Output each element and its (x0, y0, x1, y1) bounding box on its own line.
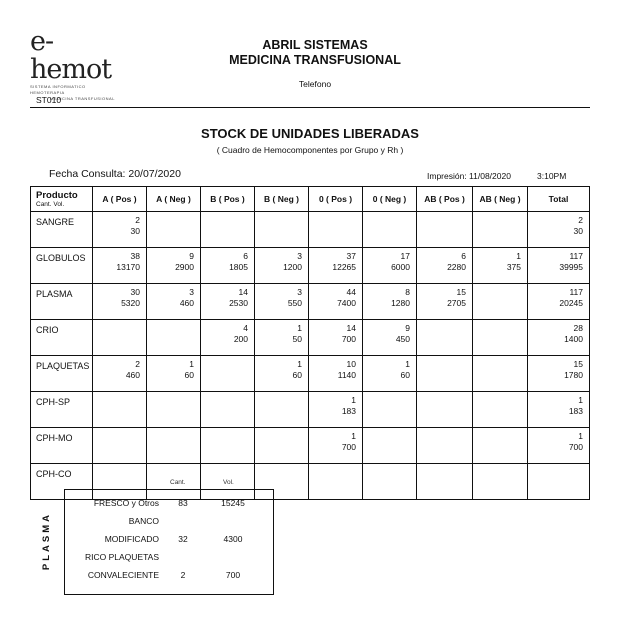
stock-cell (473, 284, 528, 320)
cell-volume: 20245 (559, 298, 583, 308)
cell-quantity (363, 215, 410, 226)
cell-volume (147, 442, 194, 453)
table-row (31, 356, 590, 392)
cell-quantity: 3 (297, 251, 302, 261)
cell-quantity: 15 (456, 287, 466, 297)
stock-cell (417, 356, 473, 392)
cell-quantity: 2 (135, 215, 140, 225)
product-column-header (31, 187, 93, 212)
stock-cell (255, 248, 309, 284)
cell-quantity (201, 215, 248, 226)
company-line-2: MEDICINA TRANSFUSIONAL (229, 53, 401, 67)
product-header-label: Producto (36, 189, 78, 201)
stock-cell (417, 248, 473, 284)
stock-cell (201, 320, 255, 356)
cell-volume: 183 (341, 406, 356, 416)
stock-cell (528, 356, 590, 392)
cell-volume: 50 (292, 334, 302, 344)
stock-cell (147, 428, 201, 464)
cell-volume (363, 478, 410, 489)
cell-volume: 450 (395, 334, 410, 344)
cell-volume: 60 (292, 370, 302, 380)
cell-quantity: 17 (400, 251, 410, 261)
cell-volume (473, 298, 521, 309)
plasma-row-cant: 32 (178, 534, 188, 544)
cell-quantity (147, 395, 194, 406)
cell-quantity: 117 (569, 287, 583, 297)
cell-quantity (473, 323, 521, 334)
print-date: Impresión: 11/08/2020 (427, 171, 511, 181)
cell-quantity (417, 359, 466, 370)
stock-cell (93, 320, 147, 356)
cell-volume: 2705 (447, 298, 466, 308)
plasma-label-text: PLASMA (40, 511, 52, 571)
cell-quantity (201, 431, 248, 442)
stock-cell (255, 428, 309, 464)
plasma-row-name: BANCO (128, 516, 159, 526)
plasma-row (65, 498, 273, 511)
cell-volume (147, 226, 194, 237)
cell-quantity (417, 395, 466, 406)
cell-quantity (201, 395, 248, 406)
cell-quantity: 14 (346, 323, 356, 333)
stock-cell (93, 212, 147, 248)
cell-quantity (417, 431, 466, 442)
stock-cell (93, 356, 147, 392)
stock-cell (147, 248, 201, 284)
report-subtitle: ( Cuadro de Hemocomponentes por Grupo y Rh ) (216, 145, 404, 155)
stock-cell (363, 356, 417, 392)
cell-quantity: 10 (346, 359, 356, 369)
plasma-row-vol: 4300 (223, 534, 243, 544)
cell-volume (528, 478, 583, 489)
column-header: B ( Pos ) (201, 187, 255, 212)
cell-volume: 1780 (564, 370, 583, 380)
plasma-summary-box (64, 489, 274, 595)
cell-volume: 183 (568, 406, 583, 416)
stock-cell (147, 212, 201, 248)
logo-text: e-hemot (30, 26, 112, 85)
cell-volume: 1400 (564, 334, 583, 344)
cell-quantity: 1 (578, 431, 583, 441)
cell-quantity (309, 467, 356, 478)
stock-cell (255, 284, 309, 320)
cell-volume: 60 (184, 370, 194, 380)
table-header-row (31, 187, 590, 212)
cell-volume (473, 226, 521, 237)
report-code: ST010 (36, 95, 62, 105)
cell-volume: 60 (400, 370, 410, 380)
cell-quantity (473, 395, 521, 406)
cell-quantity (255, 431, 302, 442)
column-header: 0 ( Pos ) (309, 187, 363, 212)
cell-quantity: 9 (405, 323, 410, 333)
cell-quantity: 4 (243, 323, 248, 333)
logo-subtitle-1: SISTEMA INFORMATICO HEMOTERAPIA (30, 84, 86, 95)
stock-cell (473, 392, 528, 428)
cell-quantity: 28 (573, 323, 583, 333)
cell-quantity: 8 (405, 287, 410, 297)
stock-cell (473, 464, 528, 500)
stock-cell (147, 320, 201, 356)
stock-table (30, 186, 590, 500)
cell-quantity (201, 467, 248, 478)
table-row (31, 428, 590, 464)
table-row (31, 284, 590, 320)
product-name-cell: PLASMA (31, 284, 93, 320)
stock-cell (309, 320, 363, 356)
cell-quantity (147, 467, 194, 478)
cell-volume: 6000 (391, 262, 410, 272)
cell-volume (201, 370, 248, 381)
cell-volume (473, 442, 521, 453)
cell-quantity: 9 (189, 251, 194, 261)
product-name-cell: CPH-MO (31, 428, 93, 464)
cell-quantity (473, 467, 521, 478)
cell-quantity: 1 (405, 359, 410, 369)
cell-volume (417, 334, 466, 345)
plasma-row-name: MODIFICADO (104, 534, 159, 544)
plasma-vol-header: Vol. (223, 479, 234, 486)
stock-cell (255, 320, 309, 356)
cell-quantity (147, 431, 194, 442)
cell-volume: 1200 (283, 262, 302, 272)
cell-quantity (255, 215, 302, 226)
cell-quantity (93, 431, 140, 442)
stock-cell (147, 284, 201, 320)
column-header: A ( Pos ) (93, 187, 147, 212)
stock-cell (417, 320, 473, 356)
product-name-cell: PLAQUETAS (31, 356, 93, 392)
cell-quantity: 2 (578, 215, 583, 225)
cell-volume: 700 (568, 442, 583, 452)
cell-quantity: 6 (461, 251, 466, 261)
cell-volume: 2530 (229, 298, 248, 308)
cell-quantity (255, 395, 302, 406)
cell-quantity (93, 395, 140, 406)
cell-volume: 460 (179, 298, 194, 308)
cell-quantity: 3 (297, 287, 302, 297)
stock-cell (417, 464, 473, 500)
stock-cell (473, 428, 528, 464)
stock-cell (309, 392, 363, 428)
cell-volume (255, 478, 302, 489)
cell-quantity (363, 467, 410, 478)
stock-cell (528, 428, 590, 464)
plasma-row (65, 552, 273, 565)
cell-quantity: 15 (573, 359, 583, 369)
cell-volume: 700 (341, 442, 356, 452)
stock-cell (309, 356, 363, 392)
cell-quantity: 30 (130, 287, 140, 297)
cell-volume: 7400 (337, 298, 356, 308)
cell-quantity (473, 431, 521, 442)
stock-cell (473, 320, 528, 356)
plasma-side-label (36, 493, 56, 589)
stock-cell (147, 356, 201, 392)
cell-quantity (417, 323, 466, 334)
company-line-1: ABRIL SISTEMAS (262, 38, 368, 52)
stock-cell (528, 284, 590, 320)
plasma-row-name: FRESCO y Otros (93, 498, 159, 508)
cell-volume (309, 478, 356, 489)
cell-volume (363, 406, 410, 417)
stock-cell (473, 212, 528, 248)
column-header: B ( Neg ) (255, 187, 309, 212)
stock-cell (417, 428, 473, 464)
stock-cell (309, 284, 363, 320)
stock-cell (417, 284, 473, 320)
cell-quantity (363, 431, 410, 442)
plasma-row-name: CONVALECIENTE (87, 570, 159, 580)
stock-cell (363, 464, 417, 500)
stock-cell (93, 428, 147, 464)
cell-volume: 460 (125, 370, 140, 380)
stock-cell (528, 464, 590, 500)
stock-cell (309, 464, 363, 500)
cell-quantity (417, 467, 466, 478)
cell-volume (473, 370, 521, 381)
stock-cell (255, 212, 309, 248)
cell-volume (473, 406, 521, 417)
cell-volume: 375 (506, 262, 521, 272)
cell-quantity: 1 (351, 395, 356, 405)
stock-cell (528, 392, 590, 428)
table-row (31, 392, 590, 428)
stock-cell (363, 320, 417, 356)
query-date: Fecha Consulta: 20/07/2020 (49, 168, 181, 180)
cell-quantity (147, 215, 194, 226)
cell-volume: 1805 (229, 262, 248, 272)
cell-quantity (473, 215, 521, 226)
cell-quantity: 117 (569, 251, 583, 261)
stock-cell (363, 392, 417, 428)
cell-quantity: 1 (351, 431, 356, 441)
cell-volume: 550 (287, 298, 302, 308)
report-title: STOCK DE UNIDADES LIBERADAS (201, 126, 419, 141)
cell-quantity: 1 (189, 359, 194, 369)
plasma-row (65, 534, 273, 547)
cell-volume (473, 478, 521, 489)
cell-volume (255, 406, 302, 417)
cell-volume (93, 334, 140, 345)
plasma-row-vol: 15245 (221, 498, 245, 508)
stock-cell (201, 212, 255, 248)
cell-volume: 700 (341, 334, 356, 344)
stock-cell (417, 392, 473, 428)
cell-volume: 2900 (175, 262, 194, 272)
cell-quantity: 14 (238, 287, 248, 297)
cell-quantity (473, 287, 521, 298)
column-header: AB ( Pos ) (417, 187, 473, 212)
stock-cell (363, 428, 417, 464)
plasma-row-cant: 2 (180, 570, 186, 580)
cell-quantity (417, 215, 466, 226)
cell-volume (201, 406, 248, 417)
stock-cell (417, 212, 473, 248)
cell-volume (255, 226, 302, 237)
table-row (31, 320, 590, 356)
company-name (200, 38, 430, 68)
phone-label: Telefono (298, 79, 332, 89)
cell-quantity: 1 (516, 251, 521, 261)
cell-volume: 2280 (447, 262, 466, 272)
stock-cell (93, 248, 147, 284)
stock-cell (255, 392, 309, 428)
cell-volume (93, 478, 140, 489)
cell-quantity: 1 (578, 395, 583, 405)
stock-cell (255, 356, 309, 392)
stock-cell (473, 248, 528, 284)
cell-volume (363, 442, 410, 453)
cell-volume (147, 406, 194, 417)
column-header: 0 ( Neg ) (363, 187, 417, 212)
plasma-row-cant: 83 (178, 498, 188, 508)
cell-quantity: 3 (189, 287, 194, 297)
logo-subtitle-2: MEDICINA TRANSFUSIONAL (50, 96, 115, 101)
stock-cell (363, 212, 417, 248)
cell-quantity: 38 (130, 251, 140, 261)
stock-cell (309, 248, 363, 284)
column-header: A ( Neg ) (147, 187, 201, 212)
product-name-cell: CRIO (31, 320, 93, 356)
stock-cell (309, 212, 363, 248)
cell-quantity (473, 359, 521, 370)
product-name-cell: SANGRE (31, 212, 93, 248)
cell-quantity (528, 467, 583, 478)
table-row (31, 212, 590, 248)
stock-cell (201, 356, 255, 392)
cell-volume (417, 478, 466, 489)
product-name-cell: GLOBULOS (31, 248, 93, 284)
plasma-row (65, 516, 273, 529)
column-header: Total (528, 187, 590, 212)
cell-volume: 5320 (121, 298, 140, 308)
stock-cell (93, 284, 147, 320)
stock-cell (201, 392, 255, 428)
stock-cell (528, 248, 590, 284)
cell-quantity: 1 (297, 359, 302, 369)
cell-quantity (93, 323, 140, 334)
cell-quantity (309, 215, 356, 226)
stock-cell (201, 248, 255, 284)
cell-volume: 30 (573, 226, 583, 236)
plasma-row-name: RICO PLAQUETAS (85, 552, 159, 562)
stock-cell (201, 284, 255, 320)
stock-cell (93, 392, 147, 428)
plasma-row-vol: 700 (225, 570, 241, 580)
cell-quantity (93, 467, 140, 478)
print-time: 3:10PM (537, 171, 567, 181)
cell-volume (93, 442, 140, 453)
cell-quantity (363, 395, 410, 406)
cell-quantity (255, 467, 302, 478)
cell-volume (417, 226, 466, 237)
cell-volume: 1140 (337, 370, 356, 380)
cell-volume (147, 334, 194, 345)
product-name-cell: CPH-CO (31, 464, 93, 500)
cell-volume (201, 442, 248, 453)
stock-table-body (31, 212, 590, 500)
header-divider (30, 107, 590, 108)
cell-quantity: 6 (243, 251, 248, 261)
cell-quantity: 2 (135, 359, 140, 369)
product-subheader-label: Cant. Vol. (36, 200, 65, 208)
cell-quantity: 37 (346, 251, 356, 261)
stock-cell (201, 428, 255, 464)
cell-volume (417, 442, 466, 453)
cell-volume (201, 226, 248, 237)
cell-volume (363, 226, 410, 237)
cell-volume (417, 406, 466, 417)
cell-volume: 30 (130, 226, 140, 236)
stock-cell (473, 356, 528, 392)
cell-quantity (147, 323, 194, 334)
cell-quantity: 1 (297, 323, 302, 333)
cell-volume: 200 (233, 334, 248, 344)
plasma-row (65, 570, 273, 583)
cell-volume (473, 334, 521, 345)
stock-cell (363, 248, 417, 284)
stock-cell (309, 428, 363, 464)
cell-volume: 12265 (332, 262, 356, 272)
cell-volume: 39995 (559, 262, 583, 272)
column-header: AB ( Neg ) (473, 187, 528, 212)
cell-volume (93, 406, 140, 417)
cell-quantity (201, 359, 248, 370)
table-row (31, 248, 590, 284)
stock-cell (147, 392, 201, 428)
stock-cell (528, 320, 590, 356)
stock-cell (528, 212, 590, 248)
cell-quantity: 44 (346, 287, 356, 297)
cell-volume: 13170 (116, 262, 140, 272)
cell-volume: 1280 (391, 298, 410, 308)
cell-volume (417, 370, 466, 381)
product-name-cell: CPH-SP (31, 392, 93, 428)
cell-volume (255, 442, 302, 453)
plasma-cant-header: Cant. (170, 479, 186, 486)
stock-cell (363, 284, 417, 320)
cell-volume (309, 226, 356, 237)
